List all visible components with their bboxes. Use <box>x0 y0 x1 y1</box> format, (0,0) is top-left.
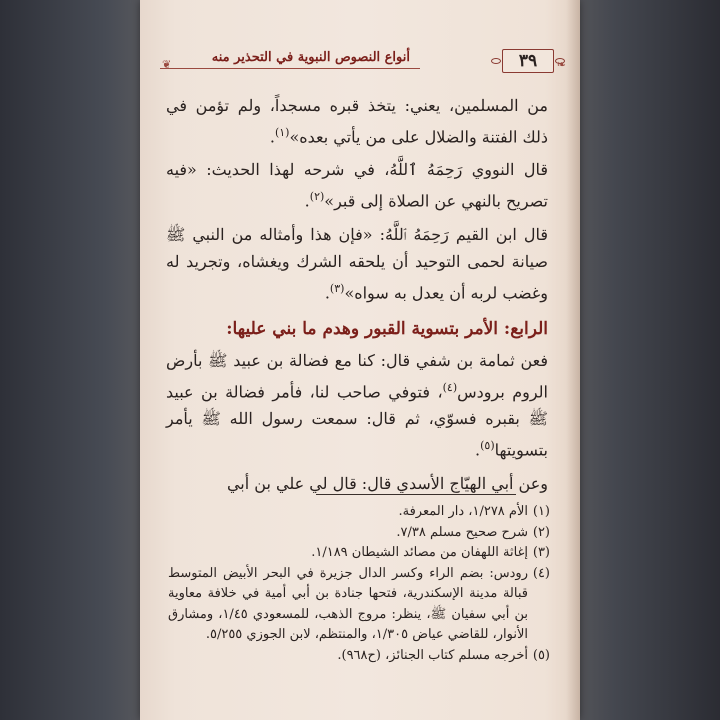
book-page <box>140 0 580 720</box>
footnote-4: (٤) رودس: بضم الراء وكسر الدال جزيرة في البحر الأبيض المتوسط قبالة مدينة الإسكندرية، فتحها جنادة بن أبي أمية في خلافة معاوية بن أبي سفيان ﷺ، ينظر: مروج الذهب، للمسعودي ١/٤٥، ومشارق الأنوار، للقاضي عياض ١/٣٠٥، والمنتظم، لابن الجوزي ٥/٢٥٥. <box>168 565 550 642</box>
ornament-left-icon: ❦ <box>162 58 172 71</box>
footnote-1: (١) الأم ١/٢٧٨، دار المعرفة. <box>398 504 550 519</box>
paragraph-1: من المسلمين، يعني: يتخذ قبره مسجداً، ولم تؤمن في ذلك الفتنة والضلال على من يأتي بعده»$^{(١)}$. <box>166 96 548 147</box>
footnote-2: (٢) شرح صحيح مسلم ٧/٣٨. <box>396 524 550 540</box>
footnotes <box>168 502 550 666</box>
header-rule <box>160 68 420 69</box>
background-right <box>570 0 720 720</box>
paragraph-5: وعن أبي الهيّاج الأسدي قال: قال لي علي بن أبي <box>226 473 548 493</box>
footnote-ref-1: (١) <box>274 126 290 139</box>
footnote-ref-2: (٢) <box>309 190 325 204</box>
ornament-right-icon: ❧ <box>556 58 566 71</box>
page-header <box>160 48 566 78</box>
main-text <box>166 92 548 503</box>
paragraph-2: قال النووي رَحِمَهُ ٱللَّهُ، في شرحه لهذا الحديث: «فيه تصريح بالنهي عن الصلاة إلى قبر»$^{(٢)}$. <box>166 160 548 211</box>
footnote-5: (٥) أخرجه مسلم كتاب الجنائز، (ح٩٦٨). <box>337 647 550 663</box>
footnote-ref-3: (٣) <box>329 281 345 295</box>
footnote-ref-4: (٤) <box>442 380 458 394</box>
footnote-divider <box>316 494 516 495</box>
page-edge-shadow <box>566 0 580 720</box>
background-left <box>0 0 150 720</box>
paragraph-3: قال ابن القيم رَحِمَهُ ٱللَّهُ: «فإن هذا وأمثاله من النبي ﷺ صيانة لحمى التوحيد أن يلحقه الشرك ويغشاه، وتجريد له وغضب لربه أن يعدل به سواه»$^{(٣)}$. <box>166 224 548 302</box>
footnote-3: (٣) إغاثة اللهفان من مصائد الشيطان ١/١٨٩. <box>311 545 550 560</box>
footnote-ref-5: (٥) <box>480 439 495 453</box>
running-title: أنواع النصوص النبوية في التحذير منه <box>211 50 410 65</box>
page-number: ٣٩ <box>502 49 554 73</box>
section-heading: الرابع: الأمر بتسوية القبور وهدم ما بني عليها: <box>226 318 548 339</box>
paragraph-4: فعن ثمامة بن شفي قال: كنا مع فضالة بن عبيد ﷺ بأرض الروم برودس$^{(٤)}$، فتوفي صاحب لنا، فأمر فضالة بن عبيد ﷺ بقبره فسوّي، ثم قال: سمعت رسول الله ﷺ يأمر بتسويتها$^{(٥)}$. <box>166 350 549 460</box>
